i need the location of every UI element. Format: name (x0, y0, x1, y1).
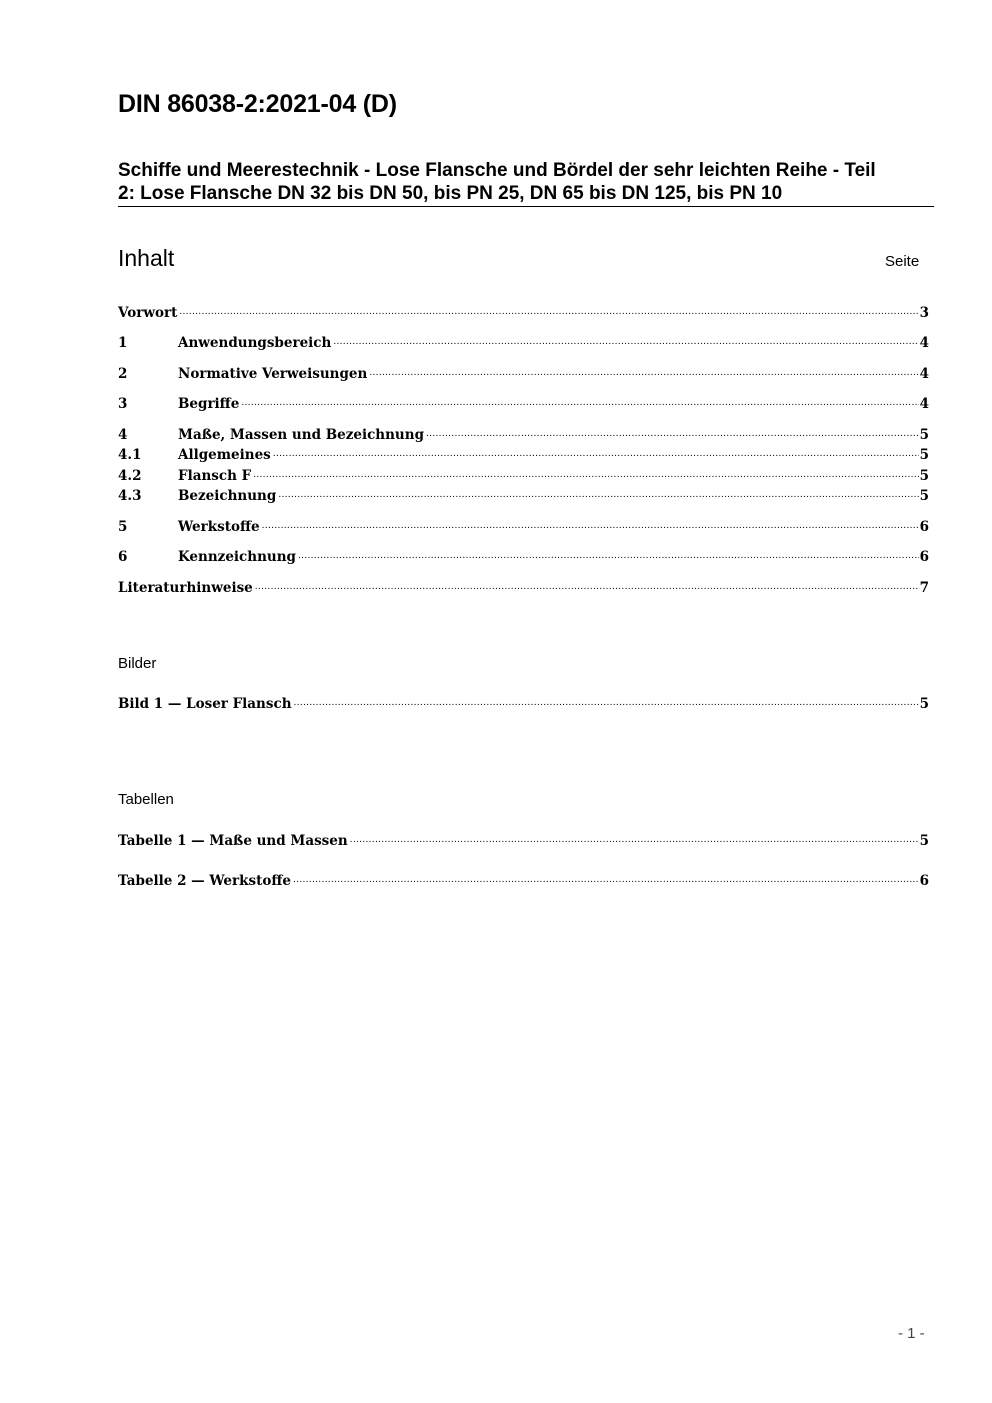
toc-entry-text: Flansch F (178, 468, 252, 484)
toc-entry-text: Werkstoffe (178, 519, 260, 535)
dot-leader (294, 696, 919, 710)
figures-heading: Bilder (118, 655, 157, 672)
toc-entry-number: 5 (118, 519, 128, 535)
toc-entry-number: 4.1 (118, 447, 142, 463)
toc-entry-vorwort[interactable] (118, 301, 929, 321)
dot-leader (278, 488, 918, 502)
dot-leader (350, 833, 919, 847)
toc-entry-literaturhinweise[interactable] (118, 576, 929, 596)
toc-entry-number: 1 (118, 335, 128, 351)
table-entry-page: 6 (919, 873, 929, 889)
toc-entry-text: Begriffe (178, 396, 240, 412)
toc-entry-page: 5 (919, 427, 929, 443)
toc-entry-number: 3 (118, 396, 128, 412)
dot-leader (273, 447, 919, 461)
toc-entry-1[interactable] (118, 331, 929, 351)
subtitle-line-2: 2: Lose Flansche DN 32 bis DN 50, bis PN 25, DN 65 bis DN 125, bis PN 10 (118, 183, 783, 204)
figure-entry-1[interactable] (118, 692, 929, 712)
toc-entry-number: 4.3 (118, 488, 142, 504)
table-entry-text: Tabelle 2 — Werkstoffe (118, 873, 291, 889)
table-entry-1[interactable] (118, 829, 929, 849)
toc-entry-text: Maße, Massen und Bezeichnung (178, 427, 425, 443)
dot-leader (293, 873, 919, 887)
dot-leader (241, 396, 918, 410)
subtitle-divider (118, 206, 934, 207)
toc-entry-text: Normative Verweisungen (178, 366, 368, 382)
table-entry-page: 5 (919, 833, 929, 849)
toc-entry-5[interactable] (118, 515, 929, 535)
toc-page-column-header: Seite (885, 253, 920, 270)
subtitle-line-1: Schiffe und Meerestechnik - Lose Flansche und Bördel der sehr leichten Reihe - Teil (118, 160, 876, 181)
toc-entry-6[interactable] (118, 545, 929, 565)
dot-leader (333, 335, 918, 349)
document-title: DIN 86038-2:2021-04 (D) (118, 90, 397, 118)
toc-entry-page: 6 (919, 519, 929, 535)
dot-leader (369, 366, 918, 380)
dot-leader (298, 549, 919, 563)
toc-entry-page: 6 (919, 549, 929, 565)
page-number: - 1 - (898, 1325, 925, 1342)
dot-leader (253, 468, 918, 482)
toc-entry-4[interactable] (118, 423, 929, 443)
tables-heading: Tabellen (118, 791, 174, 808)
toc-entry-text: Vorwort (118, 305, 178, 321)
toc-entry-number: 4.2 (118, 468, 142, 484)
dot-leader (179, 305, 918, 319)
table-entry-2[interactable] (118, 869, 929, 889)
toc-entry-text: Kennzeichnung (178, 549, 296, 565)
toc-entry-4-3[interactable] (118, 484, 929, 504)
toc-entry-page: 5 (919, 447, 929, 463)
toc-entry-number: 2 (118, 366, 128, 382)
document-subtitle (118, 159, 934, 205)
toc-entry-text: Bezeichnung (178, 488, 277, 504)
toc-entry-number: 6 (118, 549, 128, 565)
toc-entry-3[interactable] (118, 392, 929, 412)
toc-entry-page: 4 (919, 335, 929, 351)
toc-entry-text: Anwendungsbereich (178, 335, 332, 351)
toc-heading: Inhalt (118, 245, 175, 271)
toc-entry-page: 3 (919, 305, 929, 321)
toc-entry-text: Literaturhinweise (118, 580, 253, 596)
figure-entry-text: Bild 1 — Loser Flansch (118, 696, 292, 712)
table-entry-text: Tabelle 1 — Maße und Massen (118, 833, 348, 849)
toc-entry-page: 5 (919, 488, 929, 504)
dot-leader (262, 519, 919, 533)
toc-entry-4-1[interactable] (118, 443, 929, 463)
toc-entry-page: 7 (919, 580, 929, 596)
toc-entry-4-2[interactable] (118, 464, 929, 484)
toc-entry-text: Allgemeines (178, 447, 271, 463)
toc-entry-page: 5 (919, 468, 929, 484)
dot-leader (426, 427, 919, 441)
toc-entry-number: 4 (118, 427, 128, 443)
toc-entry-page: 4 (919, 366, 929, 382)
figure-entry-page: 5 (919, 696, 929, 712)
dot-leader (255, 580, 919, 594)
toc-entry-2[interactable] (118, 362, 929, 382)
toc-entry-page: 4 (919, 396, 929, 412)
